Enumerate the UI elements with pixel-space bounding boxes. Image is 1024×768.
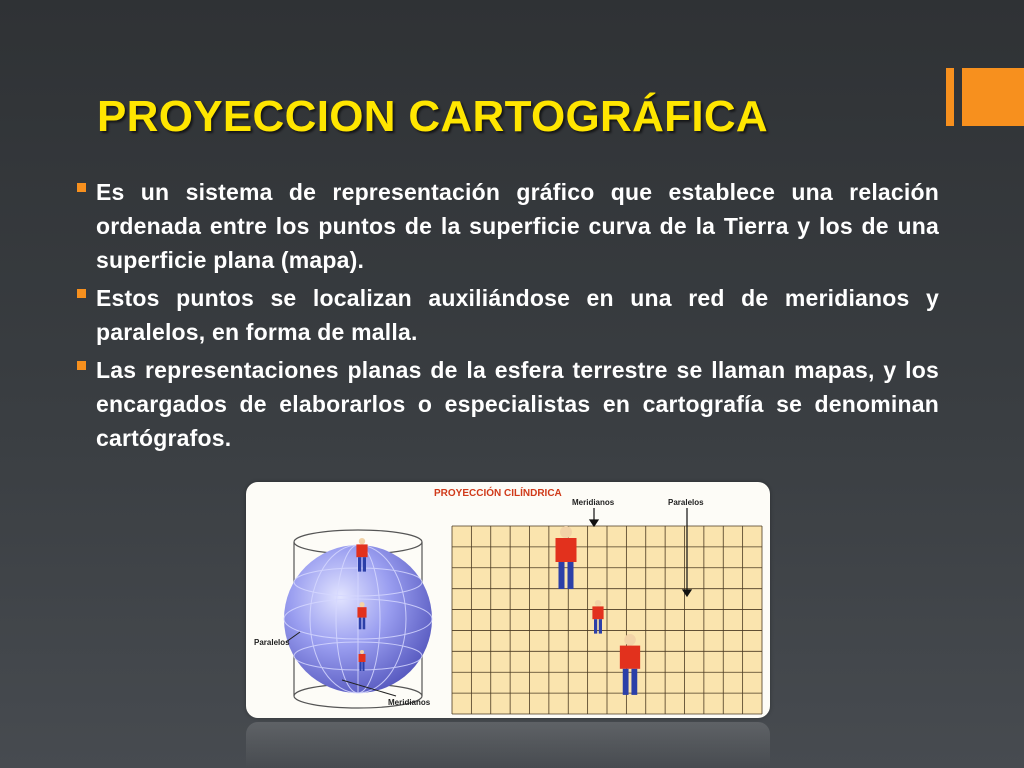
bullet-square-icon: [77, 183, 86, 192]
bullet-item: [77, 175, 939, 277]
slide-title: PROYECCION CARTOGRÁFICA: [97, 92, 769, 141]
meridianos-label-bottom: Meridianos: [388, 698, 431, 707]
accent-bar-thick: [962, 68, 1024, 126]
accent-bar-thin: [946, 68, 954, 126]
bullet-item: [77, 353, 939, 455]
diagram-title: PROYECCIÓN CILÍNDRICA: [434, 488, 562, 499]
bullet-square-icon: [77, 361, 86, 370]
image-reflection: [246, 722, 770, 768]
projection-drawing: [246, 482, 770, 718]
bullet-item: [77, 281, 939, 349]
cylindrical-projection-illustration: [246, 482, 770, 718]
bullet-list: [77, 175, 939, 459]
meridianos-label-top: Meridianos: [572, 498, 615, 507]
paralelos-label-left: Paralelos: [254, 638, 290, 647]
bullet-text: Es un sistema de representación gráfico que establece una relación ordenada entre los puntos de la superficie curva de la Tierra y los de una superficie plana (mapa).: [96, 179, 939, 273]
bullet-square-icon: [77, 289, 86, 298]
paralelos-label-top: Paralelos: [668, 498, 704, 507]
bullet-text: Estos puntos se localizan auxiliándose en una red de meridianos y paralelos, en forma de malla.: [96, 285, 939, 345]
bullet-text: Las representaciones planas de la esfera terrestre se llaman mapas, y los encargados de elaborarlos o especialistas en cartografía se denominan cartógrafos.: [96, 357, 939, 451]
